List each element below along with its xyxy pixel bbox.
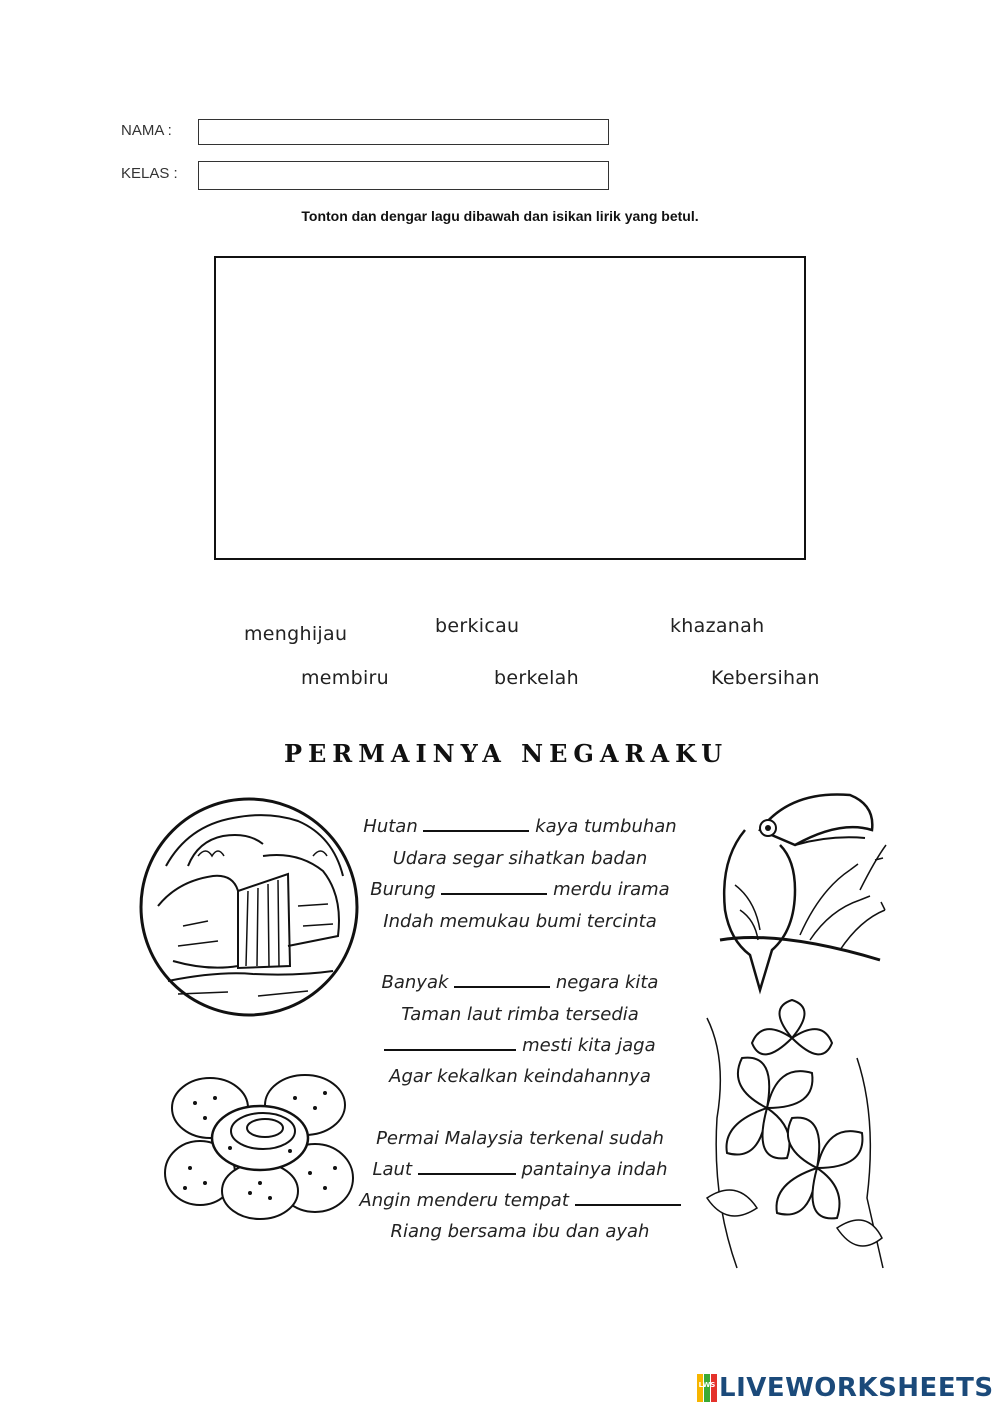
song-title: PERMAINYA NEGARAKU [283, 739, 729, 768]
lyric-line: Riang bersama ibu dan ayah [390, 1221, 650, 1242]
lyric-line: Indah memukau bumi tercinta [383, 911, 657, 932]
lyric-line: Permai Malaysia terkenal sudah [376, 1128, 664, 1149]
class-label: KELAS : [121, 165, 178, 182]
lyric-line: Banyak negara kita [381, 972, 659, 993]
rafflesia-illustration [165, 1073, 357, 1221]
lyric-line: Angin menderu tempat [350, 1190, 690, 1211]
instruction-text: Tonton dan dengar lagu dibawah dan isikan lirik yang betul. [301, 208, 699, 224]
hibiscus-illustration [697, 998, 885, 1270]
lyric-blank[interactable] [441, 892, 547, 895]
hornbill-illustration [700, 790, 888, 1000]
lyric-line: Taman laut rimba tersedia [401, 1004, 639, 1025]
lyric-line: Laut pantainya indah [372, 1159, 668, 1180]
lyric-line: Burung merdu irama [370, 879, 670, 900]
lyric-blank[interactable] [418, 1172, 516, 1175]
lyric-blank[interactable] [454, 985, 550, 988]
lyric-blank[interactable] [575, 1203, 681, 1206]
word-bank-item[interactable]: berkicau [435, 615, 520, 637]
logo-badge-icon: LWS [697, 1374, 717, 1402]
waterfall-illustration [138, 796, 360, 1018]
lyric-line: Udara segar sihatkan badan [392, 848, 648, 869]
word-bank-item[interactable]: membiru [301, 667, 389, 689]
name-label: NAMA : [121, 122, 172, 139]
word-bank-item[interactable]: berkelah [494, 667, 579, 689]
lyric-line: Agar kekalkan keindahannya [389, 1066, 651, 1087]
logo-text: LIVEWORKSHEETS [719, 1373, 994, 1403]
lyric-blank[interactable] [423, 829, 529, 832]
name-input[interactable] [198, 119, 609, 145]
lyric-blank[interactable] [384, 1048, 516, 1051]
liveworksheets-logo[interactable] [697, 1373, 994, 1403]
video-frame[interactable] [214, 256, 806, 560]
word-bank-item[interactable]: Kebersihan [711, 667, 820, 689]
lyric-line: Hutan kaya tumbuhan [363, 816, 677, 837]
lyric-line: mesti kita jaga [350, 1035, 690, 1056]
word-bank-item[interactable]: menghijau [244, 623, 348, 645]
word-bank-item[interactable]: khazanah [670, 615, 765, 637]
class-input[interactable] [198, 161, 609, 190]
